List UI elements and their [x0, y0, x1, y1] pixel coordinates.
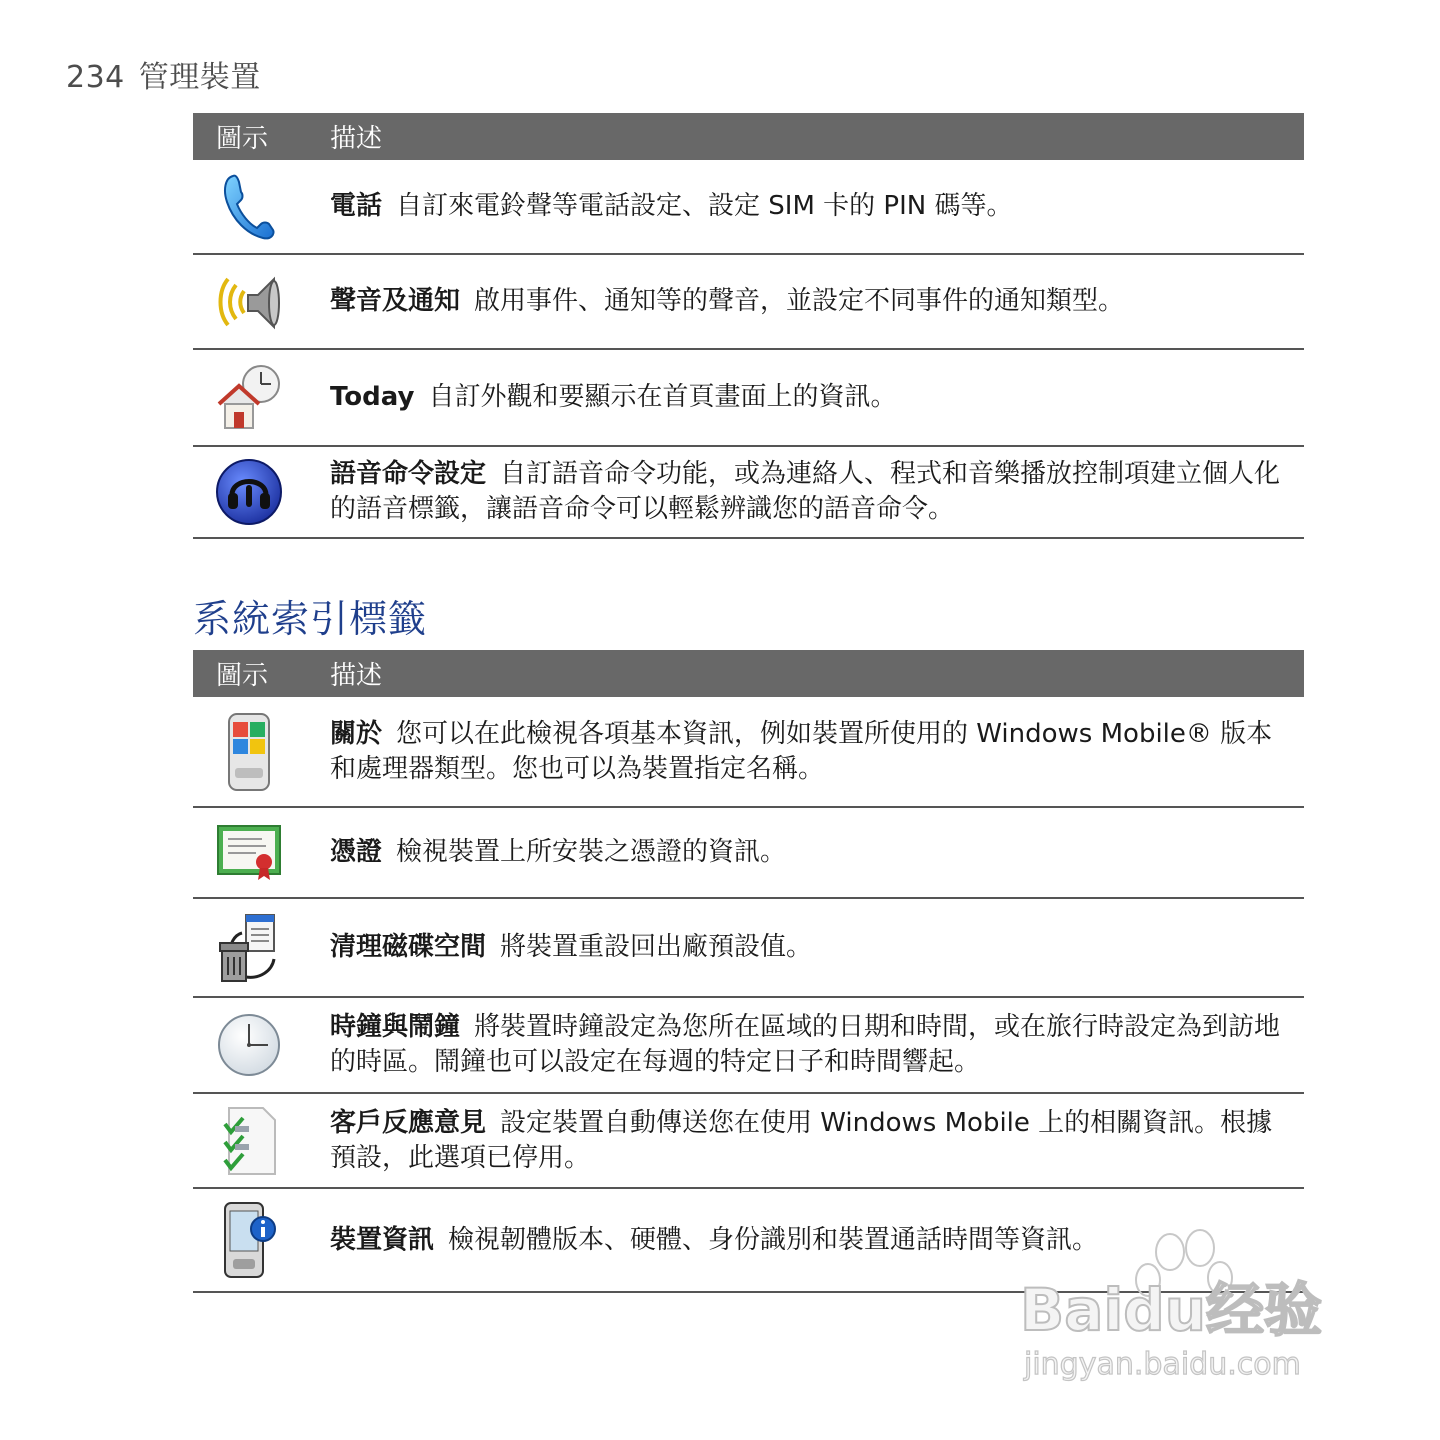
table-row	[193, 255, 1304, 350]
row-description	[330, 1106, 1304, 1176]
table-row	[193, 350, 1304, 447]
chapter-title: 管理裝置	[138, 60, 261, 95]
column-header-icon: 圖示	[216, 124, 269, 154]
row-text: 設定裝置自動傳送您在使用 Windows Mobile 上的相關資訊。根據預設，此選項已停用。	[330, 1107, 1273, 1173]
table-row	[193, 998, 1304, 1094]
column-header-icon: 圖示	[216, 661, 269, 691]
row-term: 聲音及通知	[330, 286, 461, 316]
row-text: 將裝置重設回出廠預設值。	[500, 932, 813, 962]
clear-storage-icon	[216, 913, 282, 983]
row-description	[330, 930, 1304, 965]
row-text: 將裝置時鐘設定為您所在區域的日期和時間，或在旅行時設定為到訪地的時區。鬧鐘也可以設定在每週的特定日子和時間響起。	[330, 1012, 1281, 1077]
customer-feedback-icon	[221, 1106, 277, 1176]
column-header-description: 描述	[330, 661, 383, 691]
row-description	[330, 380, 1304, 415]
row-term: 電話	[330, 191, 383, 221]
row-text: 檢視裝置上所安裝之憑證的資訊。	[396, 837, 787, 867]
phone-icon	[219, 172, 279, 242]
row-description	[330, 457, 1304, 527]
page-header	[66, 52, 261, 96]
row-text: 自訂語音命令功能，或為連絡人、程式和音樂播放控制項建立個人化的語音標籤，讓語音命令可以輕鬆辨識您的語音命令。	[330, 459, 1281, 524]
table-header	[193, 113, 1304, 160]
page-number: 234	[66, 60, 125, 95]
watermark-url: jingyan.baidu.com	[1024, 1347, 1301, 1382]
row-description	[330, 284, 1304, 319]
row-term: 憑證	[330, 837, 383, 867]
settings-table-system	[193, 650, 1304, 1293]
row-term: Today	[330, 382, 415, 412]
settings-table-personal	[193, 113, 1304, 539]
row-description	[330, 717, 1304, 787]
voice-command-icon	[214, 457, 284, 527]
about-icon	[227, 712, 271, 792]
table-row	[193, 808, 1304, 899]
row-term: 裝置資訊	[330, 1224, 435, 1255]
certificates-icon	[216, 824, 282, 882]
row-text: 您可以在此檢視各項基本資訊，例如裝置所使用的 Windows Mobile® 版本和處理器類型。您也可以為裝置指定名稱。	[330, 718, 1273, 784]
sounds-notifications-icon	[214, 269, 284, 335]
row-text: 自訂外觀和要顯示在首頁畫面上的資訊。	[428, 382, 897, 412]
device-information-icon	[219, 1201, 279, 1279]
row-description	[330, 189, 1304, 224]
table-row	[193, 447, 1304, 539]
watermark-brand: Baidu经验	[1020, 1276, 1323, 1344]
row-term: 客戶反應意見	[330, 1107, 487, 1138]
column-header-description: 描述	[330, 124, 383, 154]
table-row	[193, 1094, 1304, 1189]
table-row	[193, 160, 1304, 255]
row-text: 啟用事件、通知等的聲音，並設定不同事件的通知類型。	[474, 286, 1125, 316]
row-description	[330, 1010, 1304, 1080]
row-term: 語音命令設定	[330, 459, 487, 489]
table-row	[193, 697, 1304, 808]
row-term: 時鐘與鬧鐘	[330, 1012, 461, 1042]
row-text: 檢視韌體版本、硬體、身份識別和裝置通話時間等資訊。	[448, 1224, 1099, 1255]
section-title: 系統索引標籤	[193, 597, 428, 641]
row-text: 自訂來電鈴聲等電話設定、設定 SIM 卡的 PIN 碼等。	[396, 191, 1013, 221]
row-term: 清理磁碟空間	[330, 932, 487, 962]
today-icon	[215, 364, 283, 432]
clock-alarms-icon	[216, 1012, 282, 1078]
table-header	[193, 650, 1304, 697]
row-description	[330, 835, 1304, 870]
baidu-watermark-logo	[1020, 1228, 1360, 1388]
row-term: 關於	[330, 718, 383, 749]
table-row	[193, 899, 1304, 998]
